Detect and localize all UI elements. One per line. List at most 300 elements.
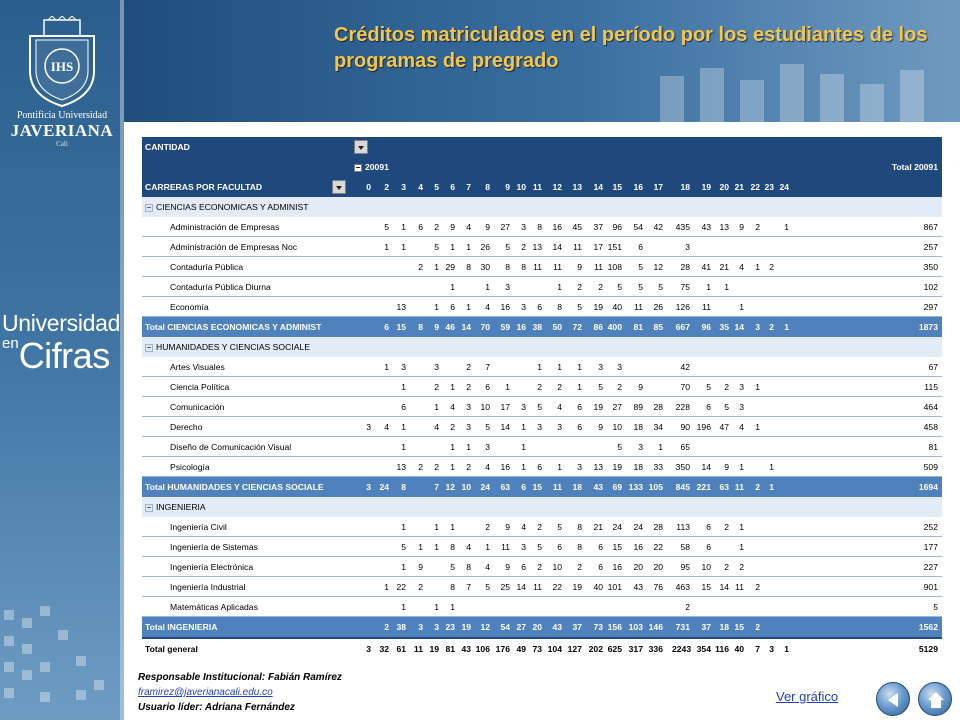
value-cell: 6	[537, 462, 542, 472]
value-cell: 625	[607, 644, 622, 654]
value-cell: 2	[755, 482, 760, 492]
value-cell: 11	[553, 262, 562, 272]
value-cell: 1	[557, 362, 562, 372]
value-cell: 8	[466, 562, 471, 572]
program-row	[142, 397, 942, 417]
value-cell: 27	[500, 222, 510, 232]
value-cell: 9	[638, 382, 643, 392]
value-cell: 3	[557, 422, 562, 432]
value-cell: 1	[557, 282, 562, 292]
value-cell: 2	[485, 522, 490, 532]
value-cell: 32	[379, 644, 389, 654]
value-cell: 96	[612, 222, 622, 232]
value-cell: 9	[450, 222, 455, 232]
value-cell: 1	[450, 242, 455, 252]
value-cell	[371, 457, 389, 477]
value-cell: 14	[552, 242, 562, 252]
value-cell: 228	[675, 402, 690, 412]
value-cell: 3	[366, 644, 371, 654]
value-cell: 1	[784, 222, 789, 232]
value-cell: 26	[480, 242, 490, 252]
value-cell: 1	[784, 644, 789, 654]
value-cell	[371, 517, 389, 537]
total-column-label: Total 20091	[891, 162, 938, 172]
value-cell: 11	[734, 482, 744, 492]
row-total: 901	[923, 582, 938, 592]
value-cell: 3	[521, 222, 526, 232]
universidad-en-cifras-brand	[0, 310, 124, 377]
faculty-total-row	[142, 317, 942, 337]
column-header-18: 19	[701, 182, 711, 192]
value-cell: 3	[366, 422, 371, 432]
value-cell	[388, 257, 406, 277]
value-cell: 3	[577, 462, 582, 472]
value-cell: 1	[384, 582, 389, 592]
value-cell	[353, 617, 371, 637]
value-cell: 146	[648, 622, 663, 632]
column-header-13: 14	[593, 182, 603, 192]
program-row	[142, 557, 942, 577]
value-cell: 8	[577, 542, 582, 552]
value-cell: 16	[516, 322, 526, 332]
value-cell	[771, 537, 789, 557]
page-title: Créditos matriculados en el período por los estudiantes de los programas de pregrado	[334, 24, 928, 72]
value-cell: 2	[724, 382, 729, 392]
program-row	[142, 457, 942, 477]
value-cell: 4	[466, 542, 471, 552]
value-cell	[771, 597, 789, 617]
value-cell: 2	[557, 382, 562, 392]
value-cell: 23	[445, 622, 455, 632]
value-cell: 2	[418, 582, 423, 592]
value-cell	[564, 597, 582, 617]
value-cell	[371, 277, 389, 297]
value-cell: 40	[612, 302, 622, 312]
row-label: Ingeniería de Sistemas	[170, 542, 258, 552]
value-cell: 3	[521, 542, 526, 552]
back-button[interactable]	[876, 682, 910, 716]
value-cell: 1	[769, 482, 774, 492]
value-cell: 16	[552, 222, 562, 232]
value-cell: 28	[680, 262, 690, 272]
value-cell: 6	[485, 382, 490, 392]
value-cell: 4	[450, 402, 455, 412]
value-cell: 18	[572, 482, 582, 492]
value-cell: 6	[521, 562, 526, 572]
program-row	[142, 517, 942, 537]
value-cell: 37	[593, 222, 603, 232]
collapse-faculty-button[interactable]: −	[146, 202, 152, 212]
value-cell: 43	[701, 222, 711, 232]
value-cell: 21	[593, 522, 603, 532]
value-cell: 2	[434, 222, 439, 232]
value-cell	[353, 357, 371, 377]
row-total: 177	[923, 542, 938, 552]
value-cell: 1	[401, 562, 406, 572]
value-cell: 3	[739, 382, 744, 392]
value-cell: 1	[521, 442, 526, 452]
faculty-header-row	[142, 497, 942, 517]
faculty-label-cell	[145, 197, 309, 217]
value-cell: 45	[572, 222, 582, 232]
value-cell: 1	[450, 462, 455, 472]
value-cell: 1	[769, 462, 774, 472]
value-cell: 2	[384, 622, 389, 632]
value-cell	[544, 437, 562, 457]
value-cell: 1	[739, 522, 744, 532]
value-cell: 1	[384, 362, 389, 372]
value-cell: 47	[719, 422, 729, 432]
value-cell: 1	[505, 382, 510, 392]
collapse-faculty-button[interactable]: −	[146, 502, 152, 512]
value-cell: 16	[612, 562, 622, 572]
column-header-17: 18	[680, 182, 690, 192]
logo-line3: Cali	[56, 140, 68, 148]
value-cell: 156	[607, 622, 622, 632]
value-cell: 14	[719, 582, 729, 592]
row-label: Administración de Empresas	[170, 222, 280, 232]
program-row	[142, 297, 942, 317]
cantidad-label: CANTIDAD	[145, 142, 190, 152]
value-cell	[353, 297, 371, 317]
value-cell: 667	[675, 322, 690, 332]
value-cell	[771, 257, 789, 277]
value-cell: 11	[594, 262, 603, 272]
value-cell: 14	[500, 422, 510, 432]
value-cell: 5	[485, 582, 490, 592]
value-cell: 73	[532, 644, 542, 654]
value-cell: 1	[434, 542, 439, 552]
responsable-text: Responsable Institucional: Fabián Ramírez	[138, 672, 342, 683]
row-label: Total CIENCIAS ECONOMICAS Y ADMINIST	[145, 322, 322, 332]
value-cell: 6	[706, 542, 711, 552]
value-cell: 37	[701, 622, 711, 632]
value-cell: 6	[384, 322, 389, 332]
value-cell: 11	[735, 582, 744, 592]
value-cell	[353, 577, 371, 597]
column-header-4: 5	[434, 182, 439, 192]
row-total: 252	[923, 522, 938, 532]
value-cell: 81	[445, 644, 455, 654]
value-cell	[693, 357, 711, 377]
usuario-lider-text: Usuario líder: Adriana Fernández	[138, 702, 295, 713]
row-total: 509	[923, 462, 938, 472]
value-cell: 1	[434, 262, 439, 272]
collapse-faculty-button[interactable]: −	[146, 342, 152, 352]
value-cell: 1	[401, 522, 406, 532]
row-field-label: CARRERAS POR FACULTAD	[145, 182, 263, 192]
value-cell	[771, 577, 789, 597]
value-cell: 113	[676, 522, 690, 532]
value-cell: 8	[450, 542, 455, 552]
value-cell: 85	[653, 322, 663, 332]
header-banner	[124, 0, 960, 122]
value-cell	[353, 397, 371, 417]
value-cell: 12	[445, 482, 455, 492]
value-cell	[645, 377, 663, 397]
value-cell	[693, 597, 711, 617]
value-cell: 17	[593, 242, 603, 252]
column-header-0: 0	[366, 182, 371, 192]
value-cell: 69	[612, 482, 622, 492]
value-cell: 14	[701, 462, 711, 472]
value-cell	[524, 437, 542, 457]
value-cell: 2	[537, 562, 542, 572]
faculty-label: CIENCIAS ECONOMICAS Y ADMINIST	[156, 202, 309, 212]
value-cell: 11	[533, 262, 542, 272]
value-cell	[645, 237, 663, 257]
value-cell: 1	[434, 602, 439, 612]
value-cell: 4	[485, 562, 490, 572]
value-cell: 1	[706, 282, 711, 292]
value-cell: 4	[485, 302, 490, 312]
value-cell: 70	[680, 382, 690, 392]
value-cell: 6	[537, 302, 542, 312]
value-cell: 2	[598, 282, 603, 292]
value-cell: 1	[401, 422, 406, 432]
home-button[interactable]	[918, 682, 952, 716]
value-cell: 34	[653, 422, 663, 432]
value-cell: 221	[696, 482, 711, 492]
value-cell	[371, 437, 389, 457]
column-header-5: 6	[450, 182, 455, 192]
value-cell: 1	[739, 542, 744, 552]
value-cell: 2	[769, 262, 774, 272]
value-cell: 5	[617, 442, 622, 452]
logo-line1: Pontificia Universidad	[16, 110, 108, 121]
value-cell	[771, 617, 789, 637]
value-cell: 2	[755, 622, 760, 632]
value-cell: 350	[675, 462, 690, 472]
collapse-period-button[interactable]: −	[355, 162, 361, 172]
value-cell: 2	[418, 262, 423, 272]
value-cell: 6	[450, 302, 455, 312]
value-cell: 4	[739, 422, 744, 432]
value-cell: 3	[521, 302, 526, 312]
value-cell: 3	[638, 442, 643, 452]
value-cell: 6	[598, 542, 603, 552]
value-cell: 3	[739, 402, 744, 412]
value-cell: 1	[521, 422, 526, 432]
value-cell: 58	[680, 542, 690, 552]
value-cell: 19	[593, 402, 603, 412]
value-cell: 1	[450, 382, 455, 392]
value-cell: 4	[521, 522, 526, 532]
value-cell: 40	[593, 582, 603, 592]
value-cell: 20	[653, 562, 663, 572]
value-cell: 3	[617, 362, 622, 372]
pivot-table	[142, 137, 942, 657]
value-cell: 28	[653, 522, 663, 532]
value-cell: 8	[401, 482, 406, 492]
value-cell: 30	[480, 262, 490, 272]
footer-credits	[138, 670, 342, 715]
value-cell: 11	[634, 302, 643, 312]
value-cell: 5	[537, 542, 542, 552]
row-label: Ciencia Política	[170, 382, 230, 392]
value-cell	[353, 237, 371, 257]
value-cell: 6	[706, 522, 711, 532]
value-cell: 151	[607, 242, 622, 252]
value-cell: 8	[418, 322, 423, 332]
value-cell: 18	[719, 622, 729, 632]
value-cell: 11	[573, 242, 582, 252]
value-cell: 19	[612, 462, 622, 472]
value-cell	[453, 517, 471, 537]
value-cell	[585, 597, 603, 617]
value-cell: 6	[706, 402, 711, 412]
value-cell: 43	[633, 582, 643, 592]
row-field-filter-dropdown[interactable]	[332, 180, 346, 194]
value-cell: 27	[516, 622, 526, 632]
value-cell: 43	[593, 482, 603, 492]
cantidad-filter-dropdown[interactable]	[354, 140, 368, 154]
value-cell: 11	[552, 482, 562, 492]
value-cell: 9	[485, 222, 490, 232]
value-cell: 1	[784, 322, 789, 332]
value-cell: 6	[521, 482, 526, 492]
value-cell	[693, 237, 711, 257]
value-cell: 1	[450, 282, 455, 292]
value-cell	[771, 277, 789, 297]
value-cell	[645, 597, 663, 617]
value-cell: 6	[577, 402, 582, 412]
value-cell: 90	[680, 422, 690, 432]
value-cell: 105	[648, 482, 663, 492]
value-cell: 1	[485, 542, 490, 552]
row-label: Diseño de Comunicación Visual	[170, 442, 292, 452]
ver-grafico-link[interactable]: Ver gráfico	[776, 689, 839, 704]
row-total: 67	[928, 362, 938, 372]
value-cell: 106	[475, 644, 490, 654]
value-cell: 16	[500, 462, 510, 472]
row-label: Total INGENIERIA	[145, 622, 218, 632]
value-cell: 354	[696, 644, 711, 654]
value-cell: 33	[653, 462, 663, 472]
value-cell: 463	[675, 582, 690, 592]
value-cell: 15	[734, 622, 744, 632]
column-header-9: 10	[516, 182, 526, 192]
value-cell: 50	[552, 322, 562, 332]
value-cell: 1	[384, 242, 389, 252]
value-cell: 19	[461, 622, 471, 632]
value-cell: 76	[653, 582, 663, 592]
value-cell: 5	[450, 562, 455, 572]
value-cell: 3	[769, 644, 774, 654]
value-cell: 1	[577, 382, 582, 392]
value-cell	[564, 437, 582, 457]
value-cell: 24	[633, 522, 643, 532]
row-total: 102	[923, 282, 938, 292]
value-cell: 2	[577, 562, 582, 572]
value-cell: 6	[577, 422, 582, 432]
value-cell: 24	[480, 482, 490, 492]
value-cell: 3	[755, 322, 760, 332]
value-cell: 29	[445, 262, 455, 272]
value-cell: 3	[401, 362, 406, 372]
column-header-23: 24	[779, 182, 789, 192]
value-cell: 5	[557, 522, 562, 532]
value-cell: 1	[485, 282, 490, 292]
value-cell: 1	[739, 462, 744, 472]
value-cell: 42	[680, 362, 690, 372]
row-total: 867	[923, 222, 938, 232]
program-row	[142, 237, 942, 257]
value-cell: 2	[466, 462, 471, 472]
program-row	[142, 257, 942, 277]
row-label: Administración de Empresas Noc	[170, 242, 298, 252]
program-row	[142, 577, 942, 597]
value-cell: 731	[675, 622, 690, 632]
value-cell: 4	[485, 462, 490, 472]
value-cell: 7	[434, 482, 439, 492]
sidebar	[0, 0, 124, 720]
value-cell: 3	[434, 362, 439, 372]
row-total: 115	[924, 382, 938, 392]
value-cell: 1	[401, 242, 406, 252]
column-header-12: 13	[572, 182, 582, 192]
pivot-header-columns	[142, 177, 942, 197]
value-cell: 8	[577, 522, 582, 532]
value-cell	[625, 357, 643, 377]
value-cell: 1	[466, 442, 471, 452]
value-cell: 4	[466, 222, 471, 232]
value-cell: 11	[501, 542, 510, 552]
value-cell: 2	[418, 462, 423, 472]
row-label: Contaduría Pública	[170, 262, 244, 272]
value-cell: 13	[719, 222, 729, 232]
value-cell: 845	[675, 482, 690, 492]
value-cell: 5	[638, 282, 643, 292]
value-cell: 19	[593, 302, 603, 312]
value-cell: 22	[396, 582, 406, 592]
value-cell: 6	[401, 402, 406, 412]
row-total: 297	[923, 302, 938, 312]
value-cell: 5	[577, 302, 582, 312]
value-cell: 4	[739, 262, 744, 272]
value-cell: 5	[617, 282, 622, 292]
value-cell: 1	[401, 602, 406, 612]
value-cell: 3	[685, 242, 690, 252]
value-cell: 8	[466, 262, 471, 272]
value-cell: 1	[739, 302, 744, 312]
value-cell: 10	[552, 562, 562, 572]
value-cell	[353, 517, 371, 537]
value-cell: 18	[633, 462, 643, 472]
value-cell: 1	[557, 462, 562, 472]
row-label: Contaduría Pública Diurna	[170, 282, 271, 292]
row-total: 81	[928, 442, 938, 452]
value-cell	[625, 597, 643, 617]
row-label: Matemáticas Aplicadas	[170, 602, 258, 612]
email-link[interactable]: framirez@javerianacali.edu.co	[138, 687, 273, 698]
value-cell	[585, 437, 603, 457]
value-cell: 9	[505, 522, 510, 532]
value-cell: 13	[532, 242, 542, 252]
value-cell: 2	[537, 522, 542, 532]
value-cell: 126	[675, 302, 690, 312]
value-cell: 5	[505, 242, 510, 252]
value-cell: 2	[769, 322, 774, 332]
value-cell: 43	[461, 644, 471, 654]
value-cell: 35	[719, 322, 729, 332]
value-cell	[771, 477, 789, 497]
value-cell: 5	[658, 282, 663, 292]
value-cell: 2	[434, 382, 439, 392]
value-cell: 133	[628, 482, 643, 492]
program-row	[142, 217, 942, 237]
value-cell: 22	[552, 582, 562, 592]
